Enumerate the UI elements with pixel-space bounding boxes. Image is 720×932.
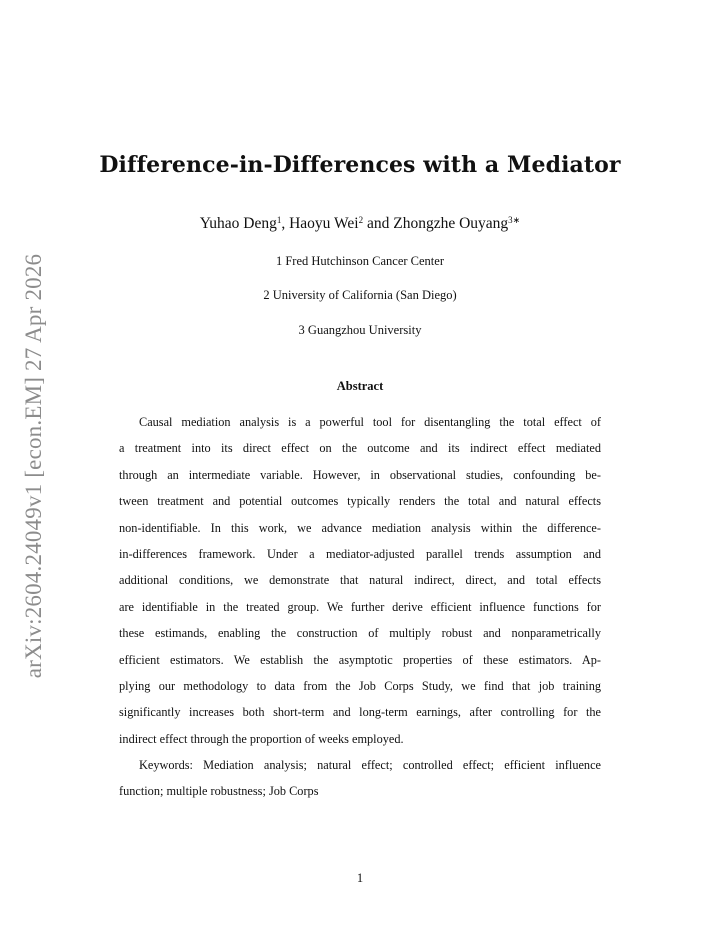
author-name: Haoyu Wei <box>289 215 359 232</box>
abstract-line: a treatment into its direct effect on the outcome and its indirect effect mediated <box>119 441 601 456</box>
abstract-line: in-differences framework. Under a mediator-adjusted parallel trends assumption and <box>119 546 601 561</box>
abstract-line: these estimands, enabling the construction of multiply robust and nonparametrically <box>119 626 601 641</box>
author-affiliation-mark: 1 <box>276 215 282 225</box>
abstract-line: are identifiable in the treated group. We further derive efficient influence functions for <box>119 599 601 614</box>
keywords-line: Keywords: Mediation analysis; natural effect; controlled effect; efficient influence <box>139 758 601 773</box>
author-affiliation-mark: 3∗ <box>508 215 521 225</box>
arxiv-identifier: arXiv:2604.24049v1 [econ.EM] 27 Apr 2026 <box>21 253 46 679</box>
keywords-line: function; multiple robustness; Job Corps <box>119 784 319 799</box>
abstract-line: non-identifiable. In this work, we advance mediation analysis within the difference- <box>119 520 601 535</box>
affiliation-1: 1 Fred Hutchinson Cancer Center <box>275 254 444 268</box>
abstract-line: Causal mediation analysis is a powerful tool for disentangling the total effect of <box>139 415 601 429</box>
abstract-line: through an intermediate variable. However, in observational studies, confounding be- <box>119 467 601 482</box>
paper-title: Difference-in-Differences with a Mediator <box>99 152 621 178</box>
author-name: Yuhao Deng <box>199 215 277 232</box>
abstract-line: plying our methodology to data from the Job Corps Study, we find that job training <box>119 678 601 693</box>
author-separator: and <box>363 215 394 232</box>
author-name: Zhongzhe Ouyang <box>393 215 509 232</box>
affiliation-3: 3 Guangzhou University <box>298 323 422 337</box>
page-number: 1 <box>356 871 364 885</box>
abstract-line: additional conditions, we demonstrate that natural indirect, direct, and total effects <box>119 573 601 588</box>
author-affiliation-mark: 2 <box>358 215 364 225</box>
abstract-line: significantly increases both short-term and long-term earnings, after controlling for the <box>119 705 601 720</box>
abstract-line: indirect effect through the proportion of weeks employed. <box>119 731 404 746</box>
abstract-body <box>119 409 601 805</box>
affiliation-2: 2 University of California (San Diego) <box>263 288 457 302</box>
author-list <box>0 215 720 233</box>
abstract-line: efficient estimators. We establish the asymptotic properties of these estimators. Ap- <box>119 652 601 667</box>
abstract-line: tween treatment and potential outcomes typically renders the total and natural effects <box>119 494 601 509</box>
abstract-heading: Abstract <box>336 379 384 393</box>
author-separator: , <box>281 215 290 232</box>
